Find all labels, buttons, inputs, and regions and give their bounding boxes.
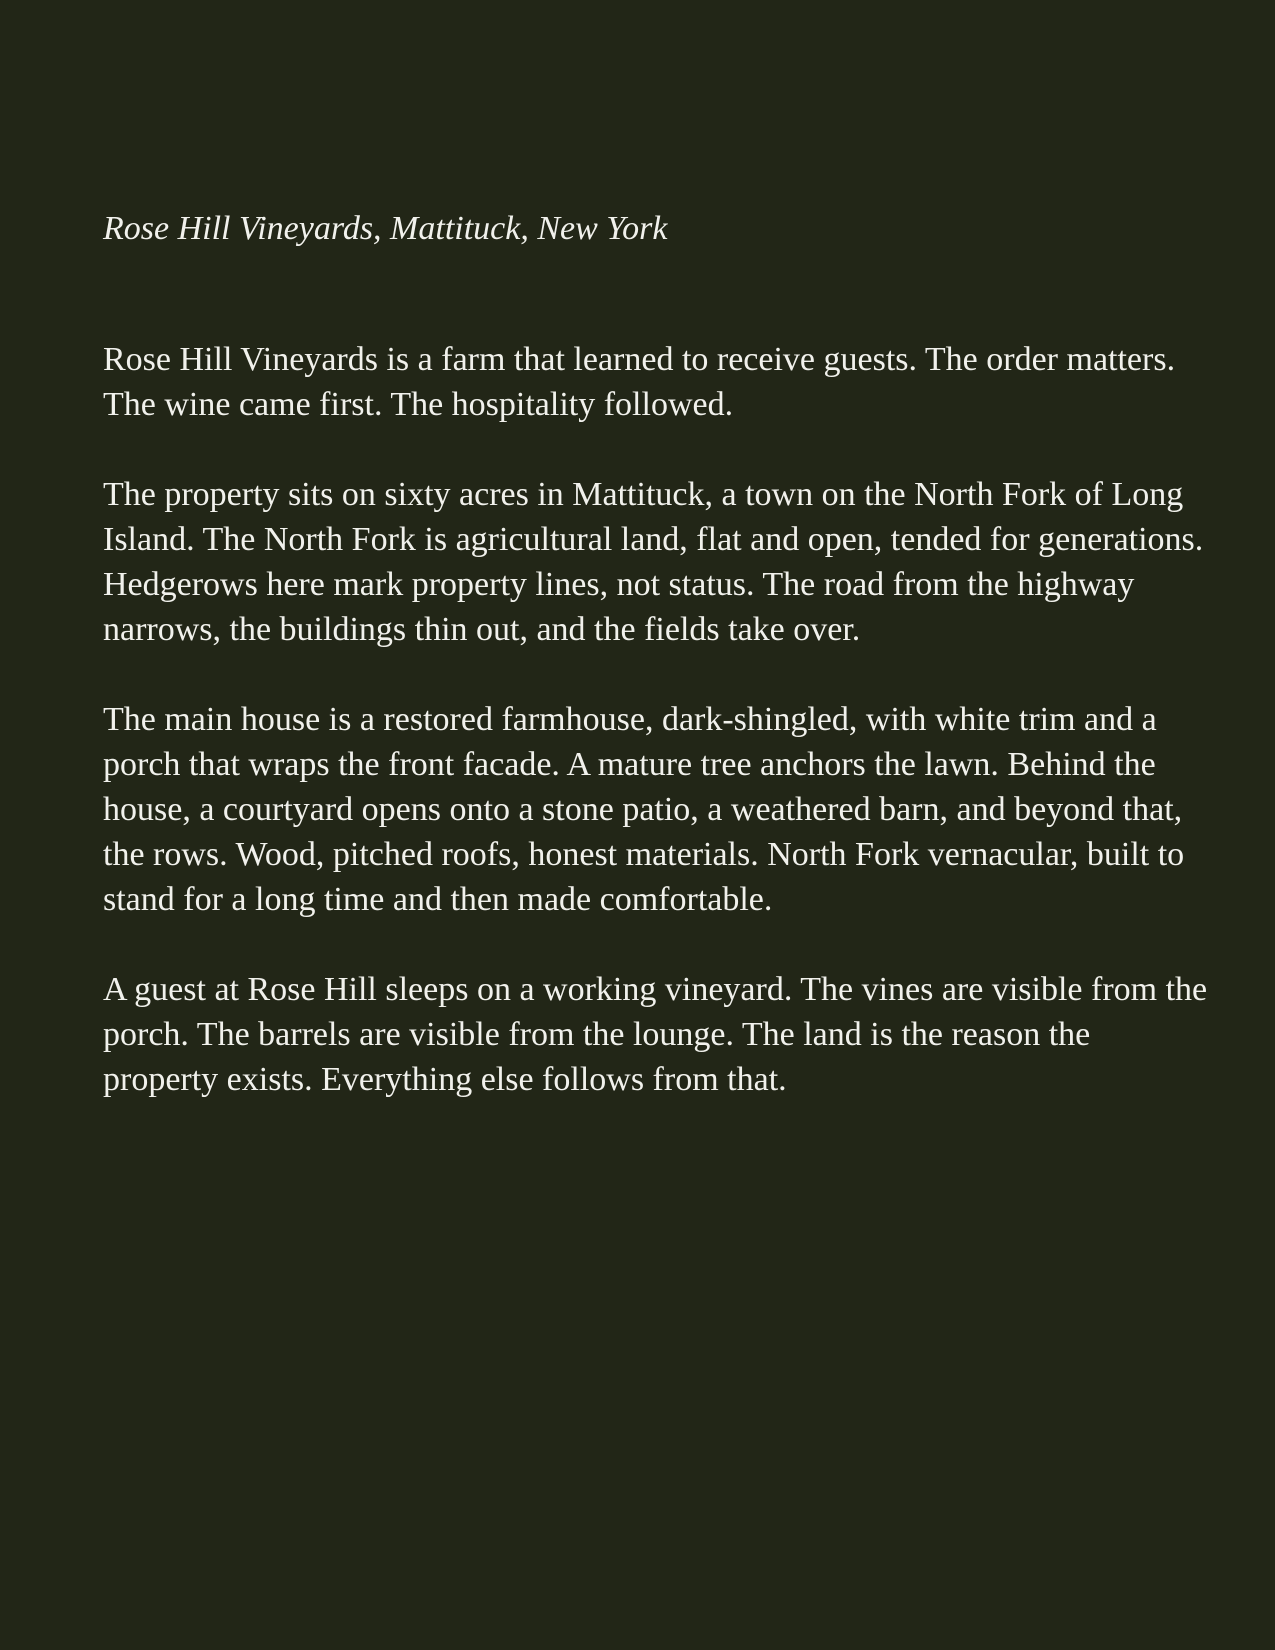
paragraph-guest: A guest at Rose Hill sleeps on a working vineyard. The vines are visible from the porch. The barrels are visible from the lounge. The land is the reason the property exists. Everything else follows from that.: [103, 971, 1208, 1098]
body-text: [103, 337, 1208, 1147]
paragraph-main-house: The main house is a restored farmhouse, dark-shingled, with white trim and a porch that wraps the front facade. A mature tree anchors the lawn. Behind the house, a courtyard opens onto a stone patio, a weathered barn, and beyond that, the rows. Wood, pitched roofs, honest materials. North Fork vernacular, built to stand for a long time and then made comfortable.: [103, 701, 1185, 918]
location-subtitle: Rose Hill Vineyards, Mattituck, New York: [103, 210, 668, 247]
paragraph-intro: Rose Hill Vineyards is a farm that learned to receive guests. The order matters. The wine came first. The hospitality followed.: [103, 341, 1176, 423]
paragraph-property: The property sits on sixty acres in Mattituck, a town on the North Fork of Long Island. The North Fork is agricultural land, flat and open, tended for generations. Hedgerows here mark property lines, not status. The road from the highway narrows, the buildings thin out, and the fields take over.: [103, 476, 1204, 648]
